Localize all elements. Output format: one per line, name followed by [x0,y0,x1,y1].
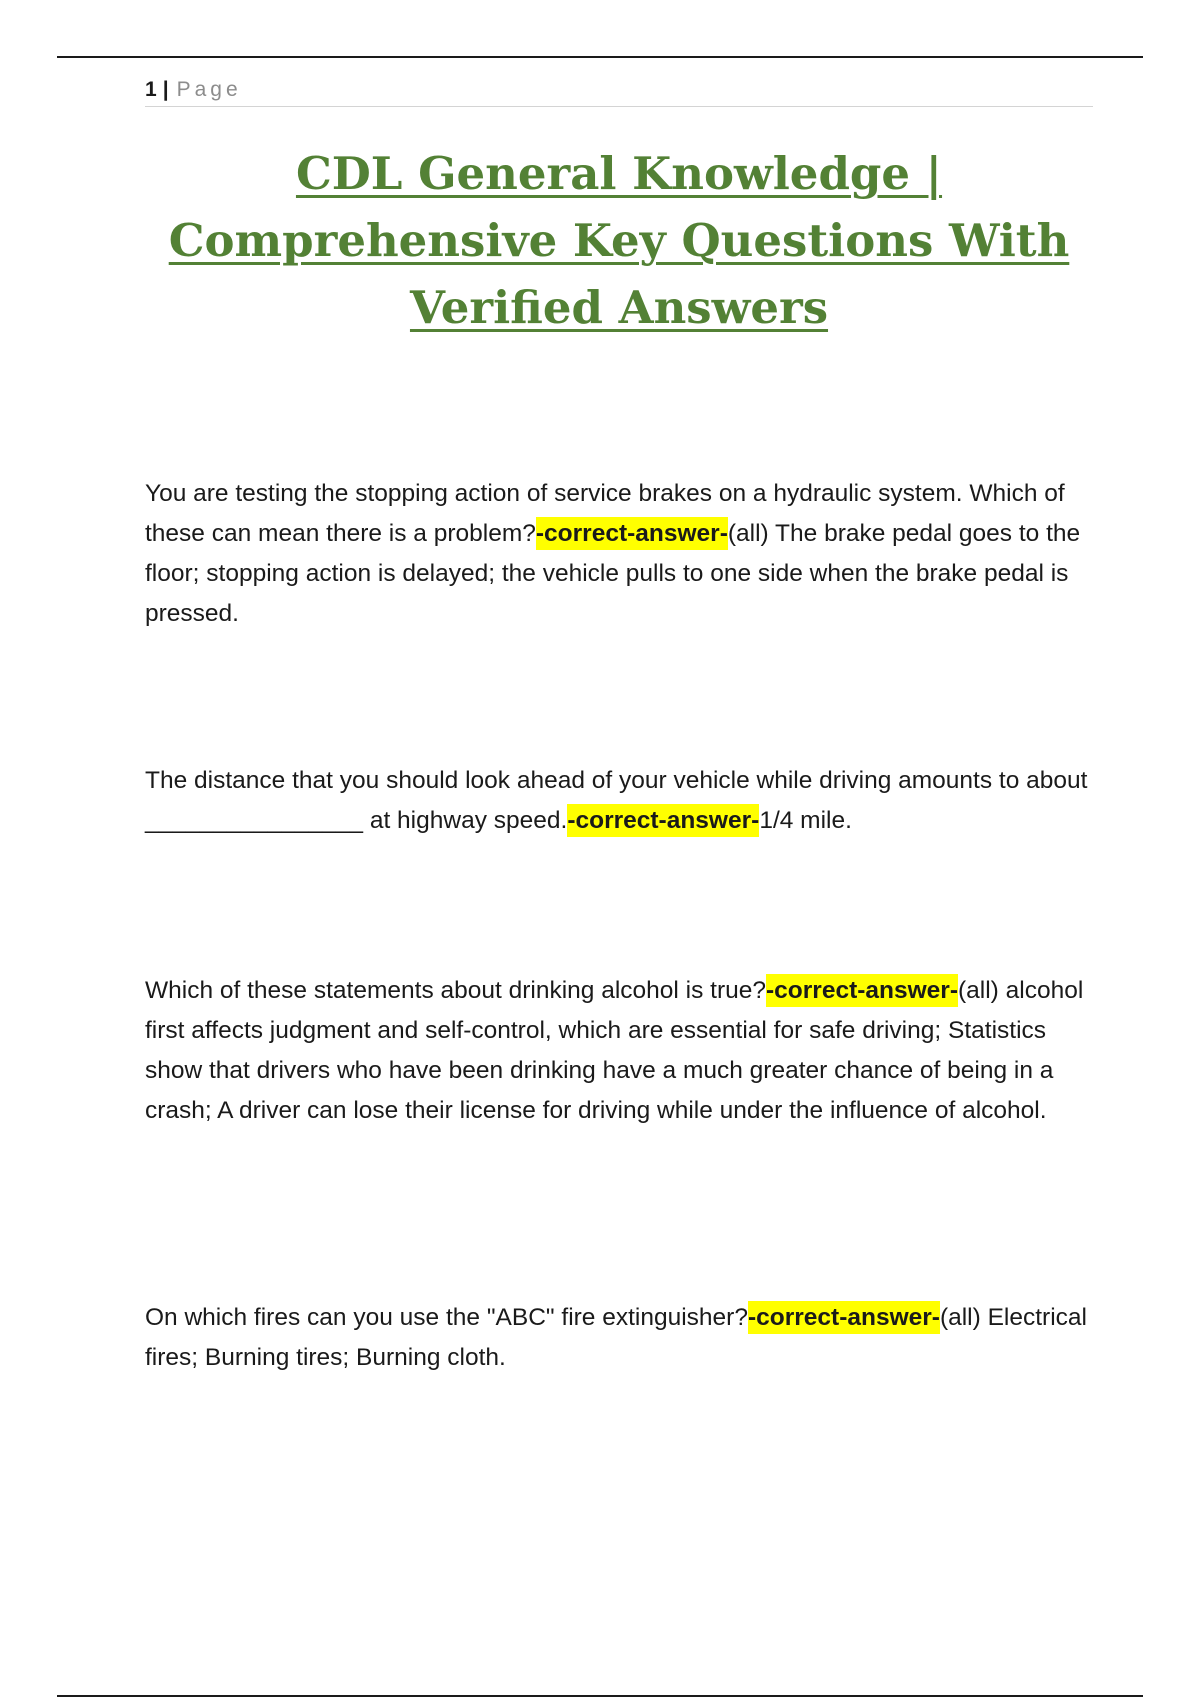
page-number: 1 [145,78,157,101]
question-text: The distance that you should look ahead of your vehicle while driving amounts to about ________________ at highway speed. [145,767,1088,834]
page-word: Page [176,78,242,101]
qa-item [145,474,1093,634]
question-text: You are testing the stopping action of service brakes on a hydraulic system. Which of these can mean there is a problem? [145,480,1065,547]
title-line-1: CDL General Knowledge | [295,147,943,200]
question-text: On which fires can you use the "ABC" fire extinguisher? [145,1304,748,1331]
bottom-border-rule [57,1695,1143,1697]
answer-text: (all) The brake pedal goes to the floor; stopping action is delayed; the vehicle pulls to one side when the brake pedal is pressed. [145,520,1081,627]
answer-text: (all) alcohol first affects judgment and self-control, which are essential for safe driving; Statistics show that drivers who have been drinking have a much greater chance of being in a crash; A driver can lose their license for driving while under the influence of alcohol. [145,977,1084,1124]
title-line-2: Comprehensive Key Questions With [168,214,1070,267]
correct-answer-marker: -correct-answer- [748,1301,940,1334]
top-border-rule [57,56,1143,58]
page-header-separator: | [162,78,169,101]
question-text: Which of these statements about drinking alcohol is true? [145,977,767,1004]
qa-item [145,971,1093,1131]
qa-item [145,1298,1093,1378]
title-line-3: Verified Answers [409,281,829,334]
answer-text: (all) Electrical fires; Burning tires; Burning cloth. [145,1304,1087,1371]
qa-item [145,761,1093,841]
page-header [145,74,1093,107]
correct-answer-marker: -correct-answer- [766,974,958,1007]
correct-answer-marker: -correct-answer- [567,804,759,837]
answer-text: 1/4 mile. [759,807,852,834]
document-title [145,140,1093,341]
correct-answer-marker: -correct-answer- [536,517,728,550]
